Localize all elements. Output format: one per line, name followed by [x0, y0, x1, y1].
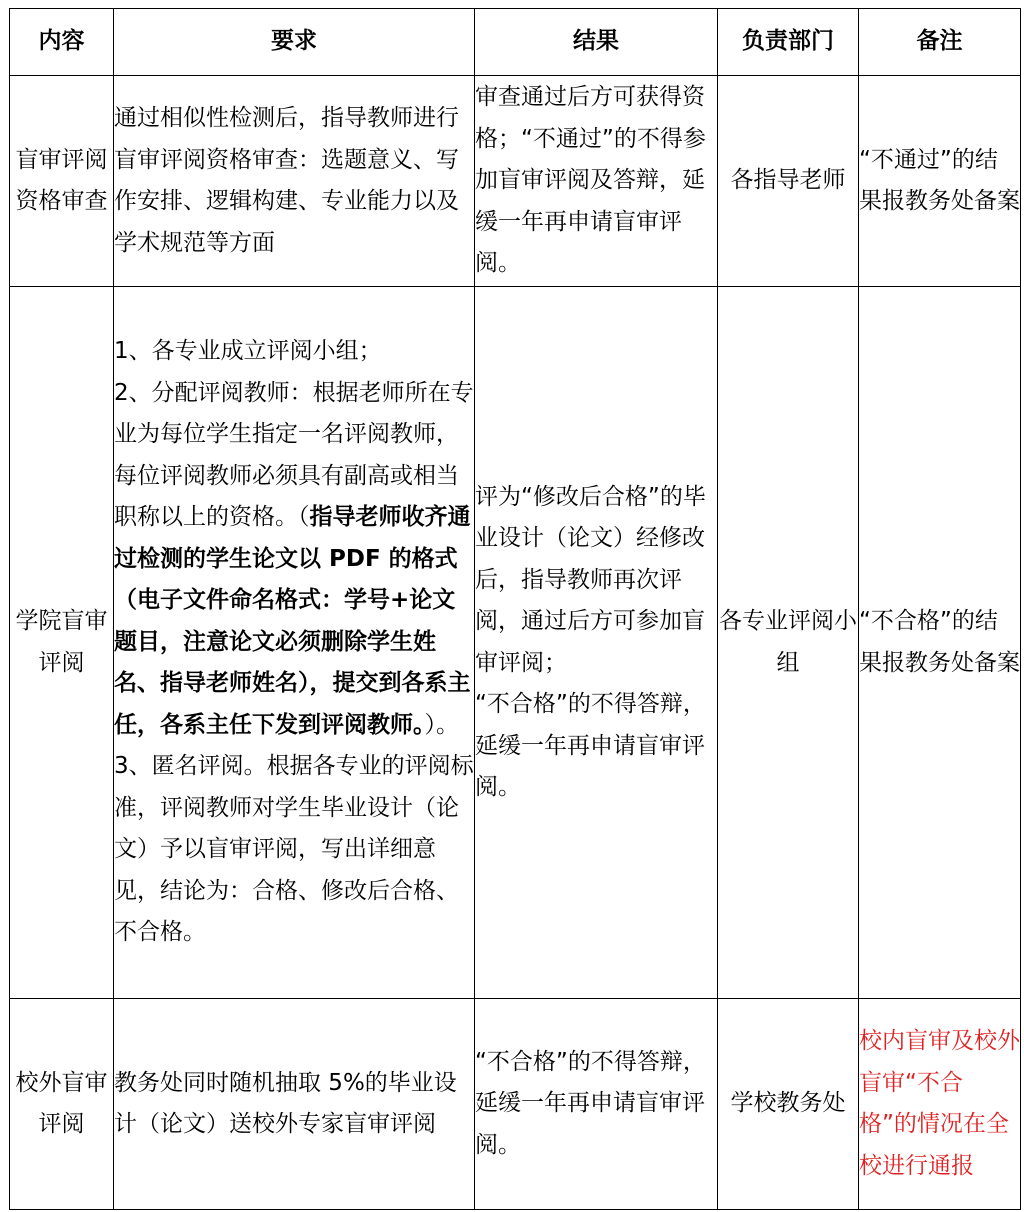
cell-result: “不合格”的不得答辩，延缓一年再申请盲审评阅。 [475, 999, 718, 1210]
requirement-item-2-text: 2、分配评阅教师：根据老师所在专业为每位学生指定一名评阅教师，每位评阅教师必须具有副高或相当职称以上的资格。（ [114, 379, 474, 531]
cell-note: “不合格”的结果报教务处备案 [859, 287, 1021, 999]
requirement-item-2 [114, 380, 474, 738]
result-part-2: “不合格”的不得答辩，延缓一年再申请盲审评阅。 [475, 691, 706, 800]
cell-note-highlight: 校内盲审及校外盲审“不合格”的情况在全校进行通报 [859, 999, 1021, 1210]
cell-requirement: 通过相似性检测后，指导教师进行盲审评阅资格审查：选题意义、写作安排、逻辑构建、专业能力以及学术规范等方面 [114, 76, 475, 287]
cell-content: 学院盲审评阅 [10, 287, 114, 999]
result-part-1: 评为“修改后合格”的毕业设计（论文）经修改后，指导教师再次评阅，通过后方可参加盲审评阅； [475, 483, 706, 676]
cell-department: 各专业评阅小组 [718, 287, 859, 999]
cell-note: “不通过”的结果报教务处备案 [859, 76, 1021, 287]
cell-result: 审查通过后方可获得资格；“不通过”的不得参加盲审评阅及答辩，延缓一年再申请盲审评阅。 [475, 76, 718, 287]
cell-content: 盲审评阅资格审查 [10, 76, 114, 287]
cell-requirement: 教务处同时随机抽取 5%的毕业设计（论文）送校外专家盲审评阅 [114, 999, 475, 1210]
requirement-item-2-bold-text: 指导老师收齐通过检测的学生论文以 PDF 的格式（电子文件命名格式：学号+论文题目，注意论文必须删除学生姓名、指导老师姓名），提交到各系主任，各系主任下发到评阅教师。 [114, 504, 471, 738]
requirement-item-2-suffix: ）。 [424, 711, 459, 738]
header-result: 结果 [475, 9, 718, 76]
header-department: 负责部门 [718, 9, 859, 76]
cell-department: 各指导老师 [718, 76, 859, 287]
table-row [10, 287, 1021, 999]
requirement-item-1: 1、各专业成立评阅小组； [114, 338, 382, 365]
cell-department: 学校教务处 [718, 999, 859, 1210]
table-row [10, 76, 1021, 287]
table-row [10, 999, 1021, 1210]
requirement-item-3: 3、匿名评阅。根据各专业的评阅标准，评阅教师对学生毕业设计（论文）予以盲审评阅，写出详细意见，结论为：合格、修改后合格、不合格。 [114, 753, 474, 946]
header-note: 备注 [859, 9, 1021, 76]
header-content: 内容 [10, 9, 114, 76]
cell-result [475, 287, 718, 999]
cell-content: 校外盲审评阅 [10, 999, 114, 1210]
review-table [9, 8, 1021, 1210]
header-requirement: 要求 [114, 9, 475, 76]
header-row [10, 9, 1021, 76]
cell-requirement [114, 287, 475, 999]
